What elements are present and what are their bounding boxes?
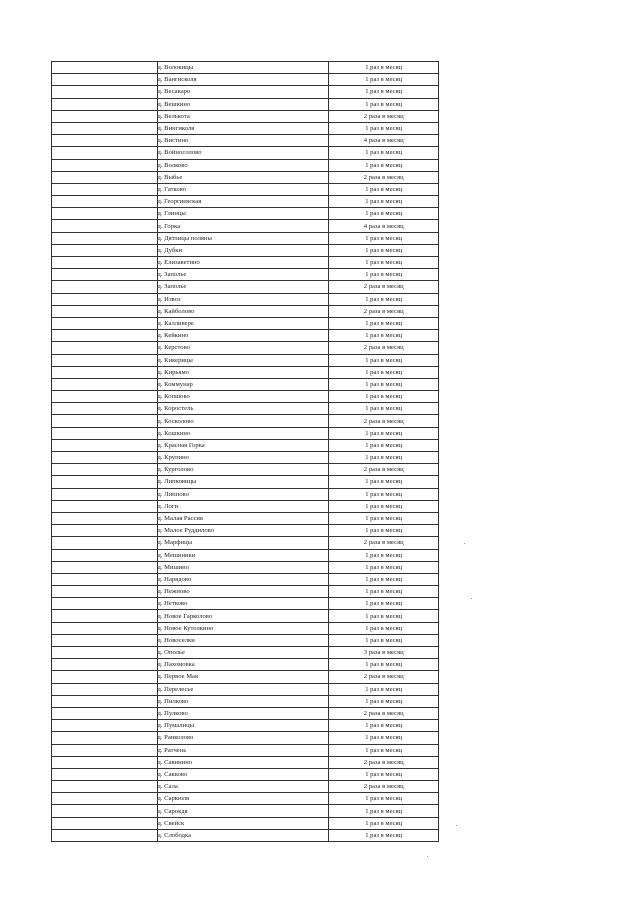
frequency-cell: 1 раз в месяц xyxy=(329,488,439,500)
village-name-cell: д. Новое Гарколово xyxy=(157,610,329,622)
village-name-cell: д. Малое Руддилово xyxy=(157,525,329,537)
village-name-cell: д. Кайболово xyxy=(157,305,329,317)
frequency-cell: 2 раза в месяц xyxy=(329,415,439,427)
empty-cell xyxy=(52,171,158,183)
empty-cell xyxy=(52,305,158,317)
empty-cell xyxy=(52,269,158,281)
table-row xyxy=(52,342,439,354)
frequency-cell: 2 раза в месяц xyxy=(329,671,439,683)
frequency-cell: 1 раз в месяц xyxy=(329,98,439,110)
frequency-cell: 1 раз в месяц xyxy=(329,244,439,256)
frequency-cell: 1 раз в месяц xyxy=(329,317,439,329)
frequency-cell: 1 раз в месяц xyxy=(329,159,439,171)
village-name-cell: д. Нетково xyxy=(157,598,329,610)
empty-cell xyxy=(52,573,158,585)
village-name-cell: д. Сарокдя xyxy=(157,805,329,817)
table-row xyxy=(52,98,439,110)
village-name-cell: д. Дубки xyxy=(157,244,329,256)
frequency-cell: 1 раз в месяц xyxy=(329,232,439,244)
frequency-cell: 2 раза в месяц xyxy=(329,281,439,293)
table-row xyxy=(52,293,439,305)
empty-cell xyxy=(52,695,158,707)
empty-cell xyxy=(52,220,158,232)
table-row xyxy=(52,391,439,403)
village-name-cell: д. Глинцы xyxy=(157,208,329,220)
empty-cell xyxy=(52,183,158,195)
table-row xyxy=(52,817,439,829)
empty-cell xyxy=(52,488,158,500)
village-name-cell: д. Курголово xyxy=(157,464,329,476)
empty-cell xyxy=(52,196,158,208)
table-row xyxy=(52,171,439,183)
village-name-cell: д. Вистино xyxy=(157,135,329,147)
table-row xyxy=(52,354,439,366)
table-row xyxy=(52,561,439,573)
frequency-cell: 1 раз в месяц xyxy=(329,695,439,707)
village-name-cell: д. Вингиколя xyxy=(157,122,329,134)
frequency-cell: 2 раза в месяц xyxy=(329,110,439,122)
table-row xyxy=(52,122,439,134)
frequency-cell: 1 раз в месяц xyxy=(329,196,439,208)
table-row xyxy=(52,634,439,646)
empty-cell xyxy=(52,415,158,427)
frequency-cell: 1 раз в месяц xyxy=(329,659,439,671)
village-name-cell: д. Ранколово xyxy=(157,732,329,744)
table-row xyxy=(52,110,439,122)
village-name-cell: д. Нарядово xyxy=(157,573,329,585)
frequency-cell: 1 раз в месяц xyxy=(329,610,439,622)
village-name-cell: д. Кошкино xyxy=(157,427,329,439)
village-name-cell: д. Елизаветино xyxy=(157,257,329,269)
village-name-cell: д. Копшово xyxy=(157,391,329,403)
frequency-cell: 1 раз в месяц xyxy=(329,452,439,464)
empty-cell xyxy=(52,122,158,134)
frequency-cell: 1 раз в месяц xyxy=(329,805,439,817)
table-row xyxy=(52,232,439,244)
frequency-cell: 1 раз в месяц xyxy=(329,768,439,780)
empty-cell xyxy=(52,549,158,561)
village-name-cell: д. Мешиники xyxy=(157,549,329,561)
frequency-cell: 1 раз в месяц xyxy=(329,403,439,415)
frequency-cell: 1 раз в месяц xyxy=(329,720,439,732)
table-row xyxy=(52,159,439,171)
empty-cell xyxy=(52,62,158,74)
village-name-cell: д. Кикерицы xyxy=(157,354,329,366)
village-name-cell: д. Вешкино xyxy=(157,98,329,110)
village-name-cell: д. Извоз xyxy=(157,293,329,305)
table-row xyxy=(52,720,439,732)
table-row xyxy=(52,281,439,293)
frequency-cell: 1 раз в месяц xyxy=(329,586,439,598)
empty-cell xyxy=(52,74,158,86)
empty-cell xyxy=(52,464,158,476)
scan-speck xyxy=(464,543,465,544)
frequency-cell: 2 раза в месяц xyxy=(329,464,439,476)
frequency-cell: 4 раза в месяц xyxy=(329,220,439,232)
table-row xyxy=(52,647,439,659)
table-row xyxy=(52,683,439,695)
scan-speck xyxy=(456,825,457,826)
table-row xyxy=(52,549,439,561)
empty-cell xyxy=(52,586,158,598)
frequency-cell: 1 раз в месяц xyxy=(329,512,439,524)
table-row xyxy=(52,488,439,500)
frequency-cell: 1 раз в месяц xyxy=(329,634,439,646)
frequency-cell: 1 раз в месяц xyxy=(329,561,439,573)
table-row xyxy=(52,756,439,768)
village-name-cell: д. Сала xyxy=(157,781,329,793)
village-name-cell: д. Логи xyxy=(157,500,329,512)
village-name-cell: д. Весакаро xyxy=(157,86,329,98)
empty-cell xyxy=(52,756,158,768)
table-row xyxy=(52,768,439,780)
empty-cell xyxy=(52,317,158,329)
frequency-cell: 4 раза в месяц xyxy=(329,135,439,147)
village-name-cell: д. Малая Рассия xyxy=(157,512,329,524)
village-name-cell: д. Первое Мая xyxy=(157,671,329,683)
frequency-cell: 2 раза в месяц xyxy=(329,781,439,793)
frequency-cell: 1 раз в месяц xyxy=(329,86,439,98)
empty-cell xyxy=(52,500,158,512)
empty-cell xyxy=(52,512,158,524)
empty-cell xyxy=(52,244,158,256)
table-row xyxy=(52,317,439,329)
empty-cell xyxy=(52,720,158,732)
table-row xyxy=(52,598,439,610)
table-row xyxy=(52,512,439,524)
empty-cell xyxy=(52,293,158,305)
table-row xyxy=(52,610,439,622)
village-name-cell: д. Пулково xyxy=(157,707,329,719)
table-row xyxy=(52,439,439,451)
frequency-cell: 1 раз в месяц xyxy=(329,269,439,281)
table-row xyxy=(52,573,439,585)
village-name-cell: д. Гатково xyxy=(157,183,329,195)
frequency-cell: 1 раз в месяц xyxy=(329,74,439,86)
table-row xyxy=(52,707,439,719)
empty-cell xyxy=(52,354,158,366)
frequency-cell: 2 раза в месяц xyxy=(329,171,439,183)
village-name-cell: д. Липковицы xyxy=(157,476,329,488)
table-row xyxy=(52,537,439,549)
empty-cell xyxy=(52,159,158,171)
table-row xyxy=(52,805,439,817)
table-row xyxy=(52,781,439,793)
frequency-cell: 1 раз в месяц xyxy=(329,817,439,829)
table-row xyxy=(52,220,439,232)
table-row xyxy=(52,135,439,147)
village-name-cell: д. Волокицы xyxy=(157,62,329,74)
table-row xyxy=(52,744,439,756)
empty-cell xyxy=(52,707,158,719)
village-name-cell: д. Пумалицы xyxy=(157,720,329,732)
frequency-cell: 1 раз в месяц xyxy=(329,293,439,305)
frequency-cell: 1 раз в месяц xyxy=(329,439,439,451)
empty-cell xyxy=(52,537,158,549)
empty-cell xyxy=(52,768,158,780)
village-name-cell: д. Липпово xyxy=(157,488,329,500)
village-name-cell: д. Свейск xyxy=(157,817,329,829)
village-name-cell: д. Кирьямо xyxy=(157,366,329,378)
scan-speck xyxy=(427,856,428,857)
frequency-cell: 1 раз в месяц xyxy=(329,378,439,390)
table-row xyxy=(52,659,439,671)
empty-cell xyxy=(52,817,158,829)
table-row xyxy=(52,500,439,512)
village-name-cell: д. Войносолово xyxy=(157,147,329,159)
empty-cell xyxy=(52,781,158,793)
table-row xyxy=(52,244,439,256)
empty-cell xyxy=(52,452,158,464)
empty-cell xyxy=(52,805,158,817)
empty-cell xyxy=(52,110,158,122)
table-row xyxy=(52,793,439,805)
village-name-cell: д. Нежново xyxy=(157,586,329,598)
frequency-cell: 2 раза в месяц xyxy=(329,342,439,354)
empty-cell xyxy=(52,744,158,756)
village-name-cell: д. Красная Горка xyxy=(157,439,329,451)
table-row xyxy=(52,695,439,707)
table-row xyxy=(52,208,439,220)
village-name-cell: д. Слободка xyxy=(157,829,329,841)
table-row xyxy=(52,257,439,269)
village-name-cell: д. Дятлицы поляны xyxy=(157,232,329,244)
empty-cell xyxy=(52,208,158,220)
village-name-cell: д. Волково xyxy=(157,159,329,171)
empty-cell xyxy=(52,403,158,415)
village-name-cell: д. Ратчень xyxy=(157,744,329,756)
frequency-cell: 1 раз в месяц xyxy=(329,683,439,695)
empty-cell xyxy=(52,598,158,610)
table-row xyxy=(52,330,439,342)
frequency-cell: 1 раз в месяц xyxy=(329,147,439,159)
empty-cell xyxy=(52,439,158,451)
frequency-cell: 1 раз в месяц xyxy=(329,793,439,805)
village-name-cell: д. Саркюля xyxy=(157,793,329,805)
frequency-cell: 1 раз в месяц xyxy=(329,208,439,220)
frequency-cell: 1 раз в месяц xyxy=(329,829,439,841)
frequency-cell: 1 раз в месяц xyxy=(329,330,439,342)
village-name-cell: д. Новое Кутолкино xyxy=(157,622,329,634)
village-name-cell: д. Выбье xyxy=(157,171,329,183)
frequency-cell: 2 раза в месяц xyxy=(329,537,439,549)
table-row xyxy=(52,525,439,537)
empty-cell xyxy=(52,391,158,403)
table-row xyxy=(52,366,439,378)
table-row xyxy=(52,829,439,841)
frequency-cell: 1 раз в месяц xyxy=(329,500,439,512)
table-row xyxy=(52,305,439,317)
table-row xyxy=(52,378,439,390)
frequency-cell: 1 раз в месяц xyxy=(329,622,439,634)
frequency-cell: 1 раз в месяц xyxy=(329,257,439,269)
frequency-cell: 2 раза в месяц xyxy=(329,707,439,719)
empty-cell xyxy=(52,671,158,683)
village-name-cell: д. Савинино xyxy=(157,756,329,768)
table-row xyxy=(52,183,439,195)
frequency-cell: 1 раз в месяц xyxy=(329,598,439,610)
table-row xyxy=(52,269,439,281)
empty-cell xyxy=(52,378,158,390)
empty-cell xyxy=(52,427,158,439)
village-name-cell: д. Керстово xyxy=(157,342,329,354)
village-name-cell: д. Крупино xyxy=(157,452,329,464)
frequency-cell: 1 раз в месяц xyxy=(329,62,439,74)
table-row xyxy=(52,415,439,427)
empty-cell xyxy=(52,525,158,537)
frequency-cell: 1 раз в месяц xyxy=(329,525,439,537)
village-name-cell: д. Косколово xyxy=(157,415,329,427)
frequency-cell: 1 раз в месяц xyxy=(329,354,439,366)
empty-cell xyxy=(52,622,158,634)
empty-cell xyxy=(52,634,158,646)
village-name-cell: д. Марфицы xyxy=(157,537,329,549)
table-row xyxy=(52,671,439,683)
empty-cell xyxy=(52,98,158,110)
empty-cell xyxy=(52,330,158,342)
frequency-cell: 1 раз в месяц xyxy=(329,122,439,134)
village-name-cell: д. Новоселки xyxy=(157,634,329,646)
frequency-cell: 1 раз в месяц xyxy=(329,391,439,403)
table-row xyxy=(52,427,439,439)
empty-cell xyxy=(52,86,158,98)
table-row xyxy=(52,476,439,488)
empty-cell xyxy=(52,659,158,671)
empty-cell xyxy=(52,147,158,159)
empty-cell xyxy=(52,342,158,354)
village-name-cell: д. Вангисколя xyxy=(157,74,329,86)
empty-cell xyxy=(52,257,158,269)
village-name-cell: д. Мишино xyxy=(157,561,329,573)
village-name-cell: д. Кейкино xyxy=(157,330,329,342)
table-row xyxy=(52,403,439,415)
table-row xyxy=(52,62,439,74)
empty-cell xyxy=(52,366,158,378)
frequency-cell: 3 раза в месяц xyxy=(329,647,439,659)
village-name-cell: д. Коростель xyxy=(157,403,329,415)
table-row xyxy=(52,732,439,744)
village-name-cell: д. Георгиевская xyxy=(157,196,329,208)
frequency-cell: 1 раз в месяц xyxy=(329,732,439,744)
village-name-cell: д. Ополье xyxy=(157,647,329,659)
scan-speck xyxy=(471,598,472,599)
frequency-cell: 1 раз в месяц xyxy=(329,744,439,756)
village-name-cell: д. Калливере xyxy=(157,317,329,329)
empty-cell xyxy=(52,732,158,744)
village-name-cell: д. Коммунар xyxy=(157,378,329,390)
village-name-cell: д. Заполье xyxy=(157,269,329,281)
frequency-cell: 1 раз в месяц xyxy=(329,573,439,585)
schedule-table-body xyxy=(52,62,439,842)
table-row xyxy=(52,86,439,98)
empty-cell xyxy=(52,561,158,573)
frequency-cell: 1 раз в месяц xyxy=(329,549,439,561)
table-row xyxy=(52,147,439,159)
village-name-cell: д. Сакково xyxy=(157,768,329,780)
frequency-cell: 2 раза в месяц xyxy=(329,756,439,768)
village-name-cell: д. Пилково xyxy=(157,695,329,707)
table-row xyxy=(52,464,439,476)
village-name-cell: д. Пахомовка xyxy=(157,659,329,671)
empty-cell xyxy=(52,610,158,622)
empty-cell xyxy=(52,135,158,147)
village-name-cell: д. Заполье xyxy=(157,281,329,293)
village-name-cell: д. Велькота xyxy=(157,110,329,122)
empty-cell xyxy=(52,476,158,488)
frequency-cell: 1 раз в месяц xyxy=(329,366,439,378)
empty-cell xyxy=(52,281,158,293)
empty-cell xyxy=(52,232,158,244)
village-name-cell: д. Горка xyxy=(157,220,329,232)
empty-cell xyxy=(52,793,158,805)
frequency-cell: 1 раз в месяц xyxy=(329,476,439,488)
table-row xyxy=(52,74,439,86)
frequency-cell: 2 раза в месяц xyxy=(329,305,439,317)
table-row xyxy=(52,622,439,634)
table-row xyxy=(52,586,439,598)
empty-cell xyxy=(52,647,158,659)
frequency-cell: 1 раз в месяц xyxy=(329,183,439,195)
village-schedule-table xyxy=(51,61,439,842)
empty-cell xyxy=(52,683,158,695)
village-name-cell: д. Перелесье xyxy=(157,683,329,695)
empty-cell xyxy=(52,829,158,841)
table-row xyxy=(52,452,439,464)
frequency-cell: 1 раз в месяц xyxy=(329,427,439,439)
table-row xyxy=(52,196,439,208)
